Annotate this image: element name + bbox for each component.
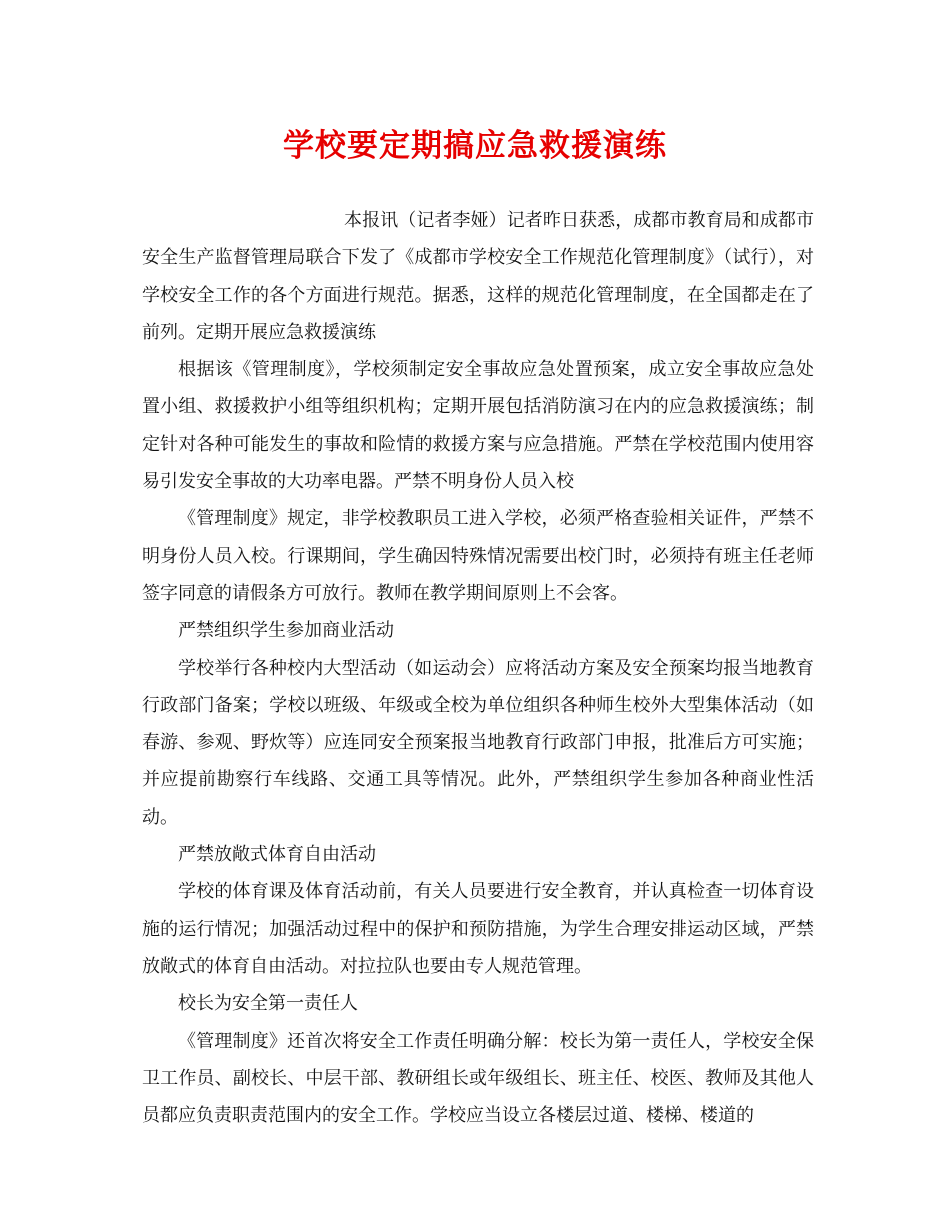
paragraph: 学校举行各种校内大型活动（如运动会）应将活动方案及安全预案均报当地教育行政部门备案；学校以班级、年级或全校为单位组织各种师生校外大型集体活动（如春游、参观、野炊等）应连同安全预案报当地教育行政部门申报，批准后方可实施；并应提前勘察行车线路、交通工具等情况。此外，严禁组织学生参加各种商业性活动。 [142, 657, 814, 828]
section-heading: 严禁放敞式体育自由活动 [178, 844, 376, 866]
paragraph: 根据该《管理制度》，学校须制定安全事故应急处置预案，成立安全事故应急处置小组、救援救护小组等组织机构；定期开展包括消防演习在内的应急救援演练；制定针对各种可能发生的事故和险情的救援方案与应急措施。严禁在学校范围内使用容易引发安全事故的大功率电器。严禁不明身份人员入校 [142, 359, 814, 493]
document-title: 学校要定期搞应急救援演练 [283, 128, 667, 164]
section-heading: 校长为安全第一责任人 [178, 993, 358, 1015]
paragraph-lead: 本报讯（记者李娅）记者昨日获悉，成都市教育局和成都市安全生产监督管理局联合下发了《成都市学校安全工作规范化管理制度》（试行），对学校安全工作的各个方面进行规范。据悉，这样的规范化管理制度，在全国都走在了前列。定期开展应急救援演练 [142, 210, 814, 343]
paragraph: 《管理制度》还首次将安全工作责任明确分解：校长为第一责任人，学校安全保卫工作员、副校长、中层干部、教研组长或年级组长、班主任、校医、教师及其他人员都应负责职责范围内的安全工作。学校应当设立各楼层过道、楼梯、楼道的 [142, 1030, 814, 1127]
paragraph: 学校的体育课及体育活动前，有关人员要进行安全教育，并认真检查一切体育设施的运行情况；加强活动过程中的保护和预防措施，为学生合理安排运动区域，严禁放敞式的体育自由活动。对拉拉队也要由专人规范管理。 [142, 881, 814, 977]
section-heading: 严禁组织学生参加商业活动 [178, 620, 394, 642]
paragraph: 《管理制度》规定，非学校教职员工进入学校，必须严格查验相关证件，严禁不明身份人员入校。行课期间，学生确因特殊情况需要出校门时，必须持有班主任老师签字同意的请假条方可放行。教师在教学期间原则上不会客。 [142, 508, 814, 604]
article-body [142, 202, 814, 1134]
